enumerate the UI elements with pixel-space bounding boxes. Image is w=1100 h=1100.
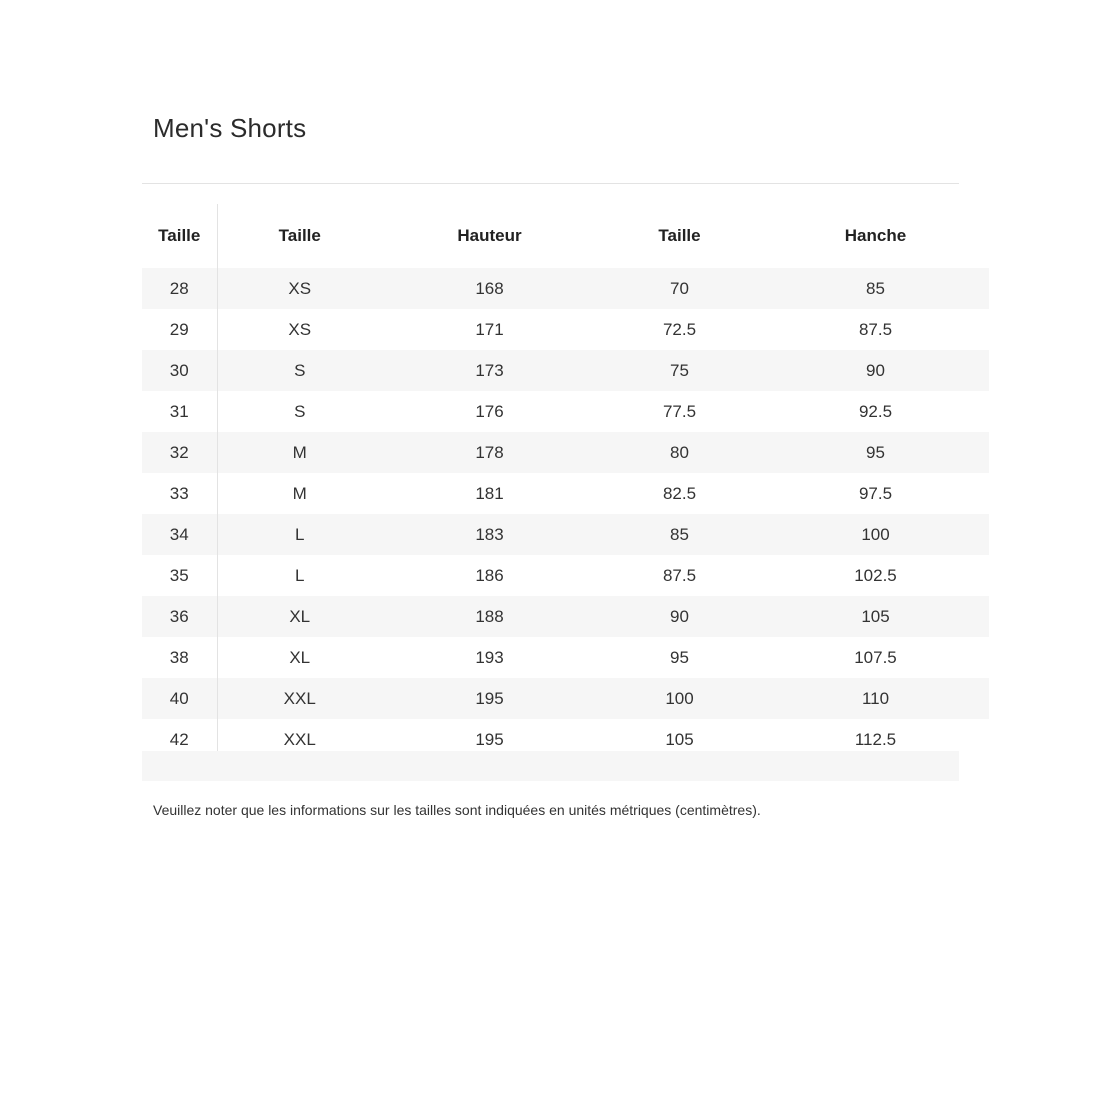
cell-size-number: 30 [142, 350, 217, 391]
cell-size-letter: XL [217, 596, 382, 637]
cell-height: 188 [382, 596, 597, 637]
header-cell-size-number: Taille [142, 204, 217, 268]
cell-waist: 105 [597, 719, 762, 760]
table-row [142, 596, 989, 637]
table-row [142, 309, 989, 350]
cell-height: 183 [382, 514, 597, 555]
cell-hip: 90 [762, 350, 989, 391]
cell-height: 176 [382, 391, 597, 432]
cell-size-letter: XS [217, 268, 382, 309]
cell-hip: 112.5 [762, 719, 989, 760]
table-footer-spacer [142, 751, 959, 781]
cell-size-letter: S [217, 391, 382, 432]
cell-hip: 92.5 [762, 391, 989, 432]
cell-waist: 75 [597, 350, 762, 391]
cell-height: 195 [382, 719, 597, 760]
cell-size-number: 38 [142, 637, 217, 678]
cell-size-number: 42 [142, 719, 217, 760]
cell-waist: 95 [597, 637, 762, 678]
cell-waist: 77.5 [597, 391, 762, 432]
table-row [142, 350, 989, 391]
cell-waist: 90 [597, 596, 762, 637]
page-title: Men's Shorts [153, 113, 307, 143]
cell-size-letter: XL [217, 637, 382, 678]
cell-size-number: 40 [142, 678, 217, 719]
cell-size-number: 31 [142, 391, 217, 432]
cell-size-letter: M [217, 473, 382, 514]
table-row [142, 637, 989, 678]
cell-hip: 110 [762, 678, 989, 719]
table-header-row [142, 204, 989, 268]
cell-size-number: 34 [142, 514, 217, 555]
cell-waist: 87.5 [597, 555, 762, 596]
cell-size-number: 29 [142, 309, 217, 350]
cell-height: 178 [382, 432, 597, 473]
cell-size-letter: XS [217, 309, 382, 350]
table-row [142, 432, 989, 473]
cell-hip: 87.5 [762, 309, 989, 350]
cell-height: 173 [382, 350, 597, 391]
table-row [142, 555, 989, 596]
cell-size-letter: M [217, 432, 382, 473]
table-row [142, 391, 989, 432]
cell-size-number: 35 [142, 555, 217, 596]
cell-waist: 70 [597, 268, 762, 309]
cell-size-number: 32 [142, 432, 217, 473]
cell-size-number: 33 [142, 473, 217, 514]
cell-waist: 85 [597, 514, 762, 555]
header-cell-hip: Hanche [762, 204, 989, 268]
title-divider [142, 183, 959, 184]
cell-hip: 97.5 [762, 473, 989, 514]
cell-waist: 100 [597, 678, 762, 719]
cell-height: 171 [382, 309, 597, 350]
table-row [142, 473, 989, 514]
cell-size-letter: XXL [217, 719, 382, 760]
cell-hip: 95 [762, 432, 989, 473]
cell-size-number: 36 [142, 596, 217, 637]
cell-size-letter: L [217, 555, 382, 596]
cell-size-number: 28 [142, 268, 217, 309]
cell-waist: 80 [597, 432, 762, 473]
units-note: Veuillez noter que les informations sur les tailles sont indiquées en unités métriques (centimètres). [153, 802, 761, 818]
cell-size-letter: XXL [217, 678, 382, 719]
cell-height: 193 [382, 637, 597, 678]
cell-waist: 72.5 [597, 309, 762, 350]
table-row [142, 678, 989, 719]
cell-hip: 105 [762, 596, 989, 637]
cell-waist: 82.5 [597, 473, 762, 514]
cell-height: 186 [382, 555, 597, 596]
header-cell-waist: Taille [597, 204, 762, 268]
cell-size-letter: S [217, 350, 382, 391]
cell-size-letter: L [217, 514, 382, 555]
cell-height: 181 [382, 473, 597, 514]
cell-hip: 102.5 [762, 555, 989, 596]
table-row [142, 268, 989, 309]
cell-hip: 85 [762, 268, 989, 309]
size-chart-table [142, 204, 990, 760]
cell-hip: 107.5 [762, 637, 989, 678]
cell-hip: 100 [762, 514, 989, 555]
table-row [142, 514, 989, 555]
header-cell-height: Hauteur [382, 204, 597, 268]
table-body [142, 268, 989, 760]
cell-height: 168 [382, 268, 597, 309]
cell-height: 195 [382, 678, 597, 719]
header-cell-size-letter: Taille [217, 204, 382, 268]
